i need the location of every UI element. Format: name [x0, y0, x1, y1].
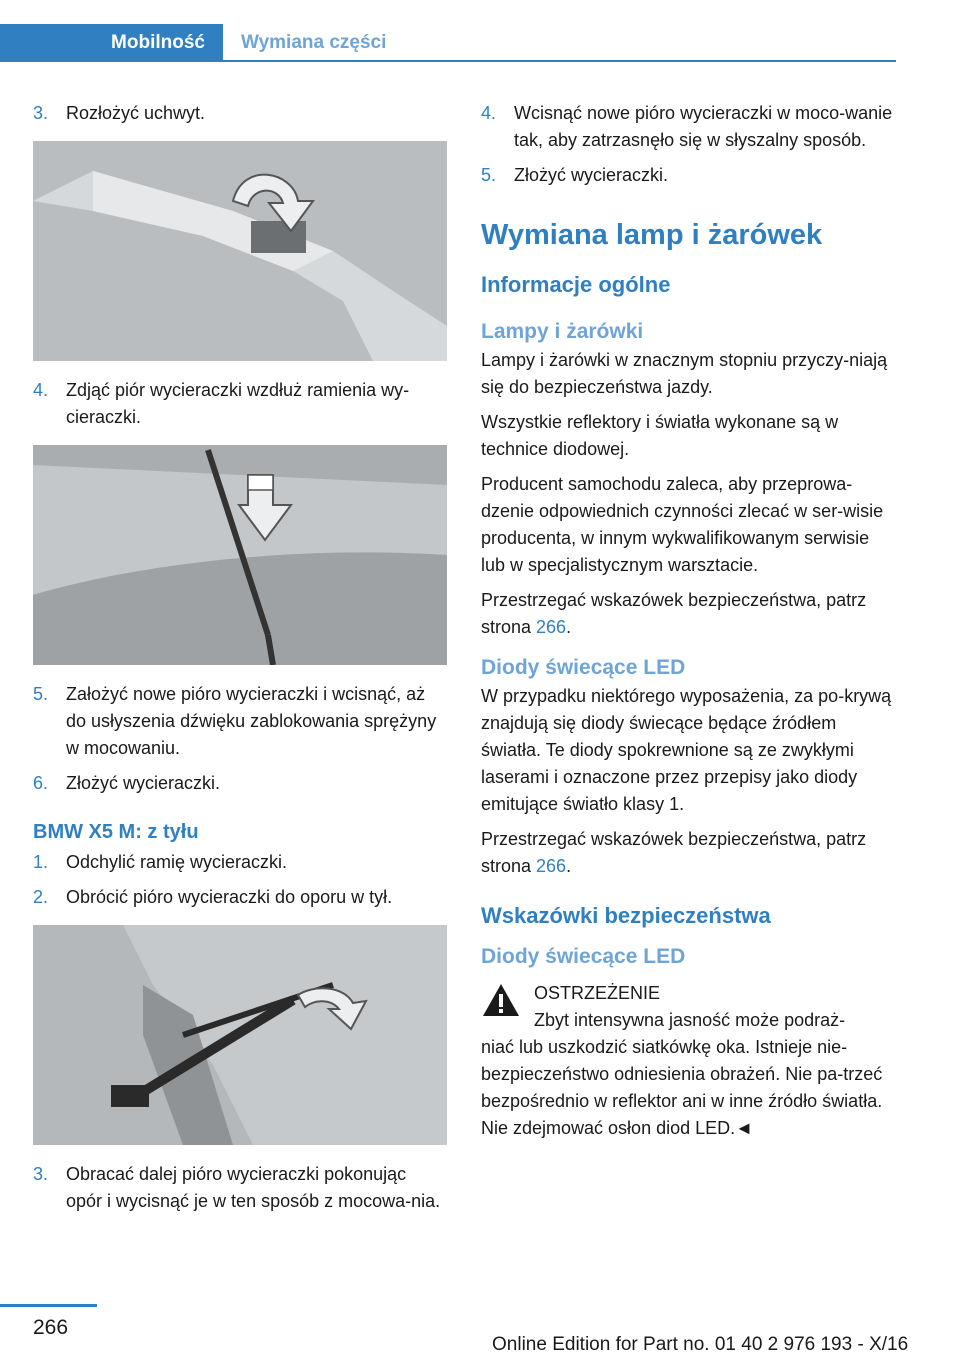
- edition-footer: Online Edition for Part no. 01 40 2 976 193 - X/16: [492, 1334, 909, 1355]
- text: .: [566, 617, 572, 637]
- page-number: 266: [33, 1316, 69, 1339]
- rear-step-1: [33, 849, 447, 876]
- step-3: [33, 100, 447, 127]
- step-number: 4.: [481, 103, 497, 123]
- text: .: [566, 856, 572, 876]
- step-number: 5.: [481, 165, 497, 185]
- step-number: 3.: [33, 1164, 49, 1184]
- subsection-led: Diody świecące LED: [481, 656, 686, 679]
- step-text: Obrócić pióro wycieraczki do oporu w tył.: [66, 887, 393, 907]
- section-safety: Wskazówki bezpieczeństwa: [481, 903, 771, 928]
- right-column: [481, 100, 897, 1142]
- wiper-handle-illustration: [33, 141, 447, 361]
- wiper-removal-illustration: [33, 445, 447, 665]
- page-link[interactable]: 266: [536, 617, 567, 637]
- paragraph: W przypadku niektórego wyposażenia, za po‐krywą znajdują się diody świecące będące źródłem światła. Te diody spokrewnione są ze zwykłymi laserami i oznaczone przez przepisy jako diody emitujące światło klasy 1.: [481, 686, 892, 814]
- warning-block: [481, 980, 897, 1142]
- section-heading-rear: BMW X5 M: z tyłu: [33, 821, 199, 843]
- step-text: Złożyć wycieraczki.: [66, 773, 221, 793]
- paragraph: Wszystkie reflektory i światła wykonane są w technice diodowej.: [481, 412, 839, 459]
- step-4: [33, 377, 447, 431]
- step-number: 1.: [33, 852, 49, 872]
- step-5: [33, 681, 447, 762]
- step-number: 4.: [33, 380, 49, 400]
- step-text: Wcisnąć nowe pióro wycieraczki w moco‐wanie tak, aby zatrzasnęło się w słyszalny sposób.: [514, 103, 893, 150]
- step-number: 5.: [33, 684, 49, 704]
- subsection-led-safety: Diody świecące LED: [481, 945, 686, 968]
- step-5-right: [481, 162, 897, 189]
- header-divider: [223, 60, 896, 62]
- subsection-lamps: Lampy i żarówki: [481, 320, 644, 343]
- text: Przestrzegać wskazówek bezpieczeństwa, patrz strona: [481, 590, 867, 637]
- step-text: Zdjąć piór wycieraczki wzdłuż ramienia wy‐cieraczki.: [66, 380, 410, 427]
- paragraph-with-link: [481, 826, 897, 880]
- text: Przestrzegać wskazówek bezpieczeństwa, patrz strona: [481, 829, 867, 876]
- step-text: Rozłożyć uchwyt.: [66, 103, 206, 123]
- warning-text: niać lub uszkodzić siatkówkę oka. Istnieje nie‐bezpieczeństwo odniesienia obrażeń. Nie pa‐trzeć bezpośrednio w reflektor ani w inne źródło światła. Nie zdejmować osłon diod LED.◄: [481, 1037, 883, 1138]
- step-number: 6.: [33, 773, 49, 793]
- rear-step-3: [33, 1161, 447, 1215]
- step-number: 2.: [33, 887, 49, 907]
- chapter-title: Wymiana lamp i żarówek: [481, 219, 823, 251]
- warning-triangle-icon: [481, 982, 521, 1018]
- paragraph-with-link: [481, 587, 897, 641]
- paragraph: Producent samochodu zaleca, aby przeprowa‐dzenie odpowiednich czynności zlecać w ser‐wisie producenta, w innym wykwalifikowanym serwisie lub w specjalistycznym warsztacie.: [481, 474, 884, 575]
- warning-title: OSTRZEŻENIE: [534, 983, 661, 1003]
- section-general-info: Informacje ogólne: [481, 272, 671, 297]
- page-link[interactable]: 266: [536, 856, 567, 876]
- step-text: Założyć nowe pióro wycieraczki i wcisnąć, aż do usłyszenia dźwięku zablokowania sprężyny w mocowaniu.: [66, 684, 437, 758]
- tab-wymiana-czesci[interactable]: Wymiana części: [241, 32, 387, 53]
- paragraph: Lampy i żarówki w znacznym stopniu przyczy‐niają się do bezpieczeństwa jazdy.: [481, 350, 888, 397]
- step-6: [33, 770, 447, 797]
- tab-mobilnosc[interactable]: Mobilność: [0, 24, 223, 62]
- rear-wiper-illustration: [33, 925, 447, 1145]
- step-text: Złożyć wycieraczki.: [514, 165, 669, 185]
- warning-text-line1: Zbyt intensywna jasność może podraż‐: [534, 1010, 846, 1030]
- header-bar: [0, 24, 960, 62]
- rear-step-2: [33, 884, 447, 911]
- left-column: [33, 100, 447, 1223]
- step-text: Obracać dalej pióro wycieraczki pokonując opór i wycisnąć je w ten sposób z mocowa‐nia.: [66, 1164, 441, 1211]
- step-text: Odchylić ramię wycieraczki.: [66, 852, 288, 872]
- footer-accent-line: [0, 1304, 97, 1307]
- step-number: 3.: [33, 103, 49, 123]
- step-4-right: [481, 100, 897, 154]
